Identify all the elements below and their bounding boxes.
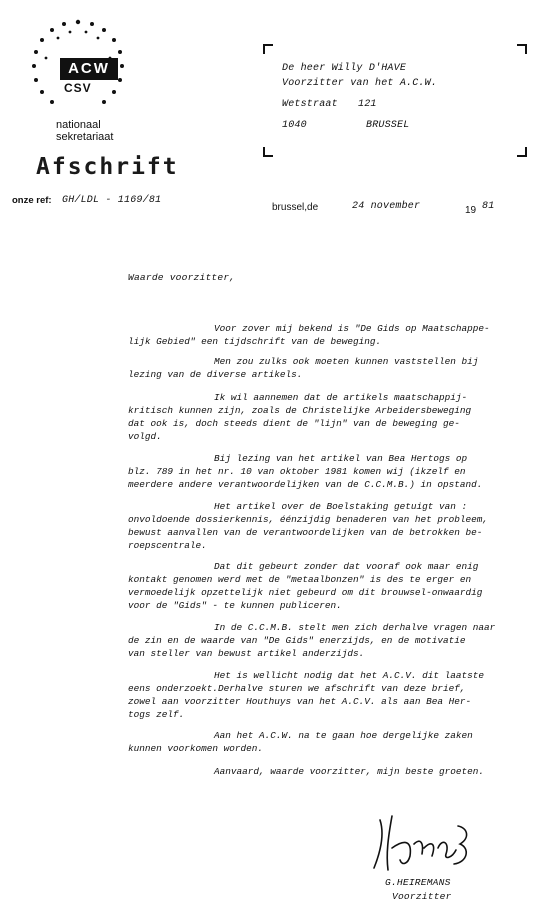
address-corner-top-right (517, 44, 527, 54)
body-paragraph-8: Het is wellicht nodig dat het A.C.V. dit laatste eens onderzoekt.Derhalve sturen we afschrift van deze brief, zowel aan voorzitter Houthuys van het A.C.V. als aan Bea Her- togs zelf. (128, 670, 485, 720)
body-paragraph-3: Ik wil aannemen dat de artikels maatschappij- kritisch kunnen zijn, zoals de Christelijke Arbeidersbeweging dat ook is, doch steeds dient de "lijn" van de beweging ge- volgd. (128, 392, 472, 442)
department-line-2: sekretariaat (56, 131, 114, 143)
reference-label: onze ref: (12, 195, 52, 206)
recipient-city: BRUSSEL (366, 120, 410, 131)
body-paragraph-5: Het artikel over de Boelstaking getuigt van : onvoldoende dossierkennis, éénzijdig benaderen van het probleem, bewust aanvallen van de verantwoordelijken van de betrokken be- roepscentrale. (128, 501, 489, 551)
recipient-postcode: 1040 (282, 120, 307, 131)
recipient-function: Voorzitter van het A.C.W. (282, 78, 438, 89)
body-paragraph-1: Voor zover mij bekend is "De Gids op Maatschappe- lijk Gebied" een tijdschrift van de beweging. (128, 323, 490, 347)
body-paragraph-6: Dat dit gebeurt zonder dat vooraf ook maar enig kontakt genomen werd met de "metaalbonzen" is des te erger en vermoedelijk opzettelijk niet gebeurd om dit brouwsel-onwaardig voor de "Gids" - te kunnen publiceren. (128, 561, 483, 611)
place-label: brussel,de (272, 202, 319, 213)
body-paragraph-4: Bij lezing van het artikel van Bea Hertogs op blz. 789 in het nr. 10 van oktober 1981 komen wij (ikzelf en meerdere andere verantwoordelijken van de C.C.M.B.) in opstand. (128, 453, 483, 490)
address-corner-bottom-right (517, 147, 527, 157)
year-suffix: 81 (482, 201, 495, 212)
address-corner-top-left (263, 44, 273, 54)
reference-value: GH/LDL - 1169/81 (62, 195, 162, 206)
department-line-1: nationaal (56, 119, 101, 131)
body-paragraph-9: Aan het A.C.W. na te gaan hoe dergelijke zaken kunnen voorkomen worden. (128, 730, 473, 754)
date-day-month: 24 november (352, 201, 421, 212)
salutation: Waarde voorzitter, (128, 272, 236, 283)
year-prefix: 19 (465, 205, 477, 216)
body-paragraph-7: In de C.C.M.B. stelt men zich derhalve vragen naar de zin en de waarde van "De Gids" enerzijds, en de motivatie van steller van bewust artikel anderzijds. (128, 622, 496, 659)
handwritten-signature (362, 808, 492, 878)
recipient-street: Wetstraat (282, 99, 338, 110)
logo-letters: ACW (68, 60, 110, 77)
signatory-title: Voorzitter (392, 891, 452, 902)
logo-subtext: CSV (64, 81, 92, 95)
body-paragraph-2: Men zou zulks ook moeten kunnen vaststellen bij lezing van de diverse artikels. (128, 356, 479, 380)
organization-logo (22, 14, 134, 114)
address-corner-bottom-left (263, 147, 273, 157)
recipient-house-number: 121 (358, 99, 377, 110)
signatory-name: G.HEIREMANS (385, 877, 451, 888)
recipient-name: De heer Willy D'HAVE (282, 63, 407, 74)
copy-stamp: Afschrift (36, 154, 179, 180)
closing-line: Aanvaard, waarde voorzitter, mijn beste groeten. (214, 766, 485, 777)
